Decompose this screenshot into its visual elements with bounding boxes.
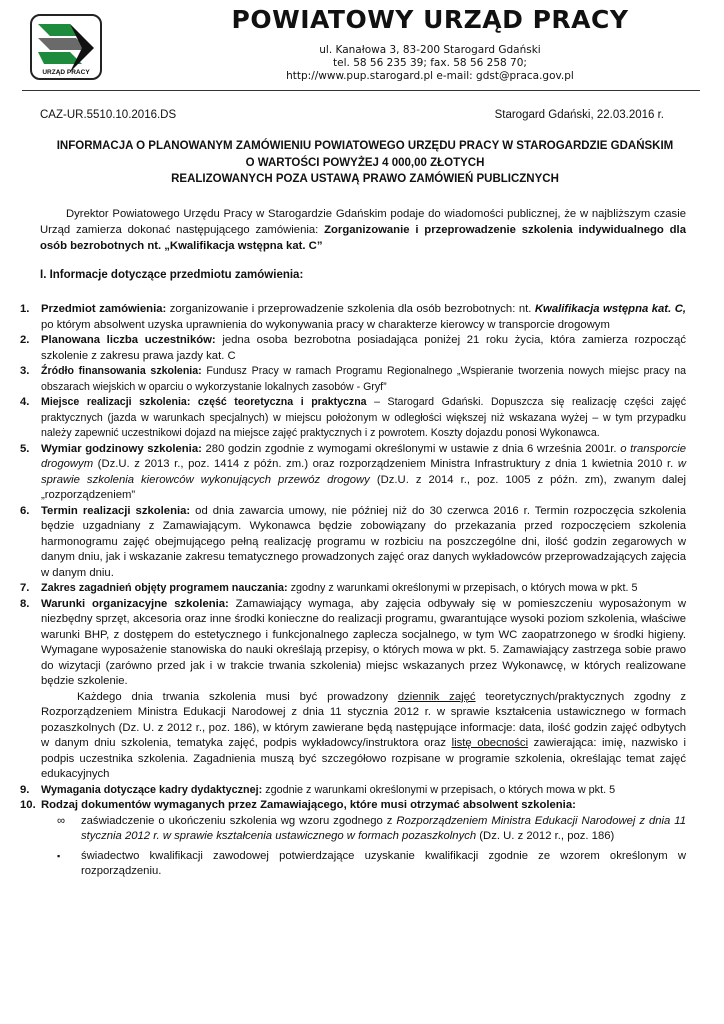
title-line-2: O WARTOŚCI POWYŻEJ 4 000,00 ZŁOTYCH <box>245 156 485 169</box>
document-title <box>40 138 690 188</box>
list-item: 3. Źródło finansowania szkolenia: Fundusz Pracy w ramach Programu Regionalnego „Wspieranie tworzenia nowych miejsc pracy na obszarach wiejskich w oparciu o wykorzystanie lokalnych zasobów - Gryf” <box>20 365 686 393</box>
list-item: 1. Przedmiot zamówienia: zorganizowanie i przeprowadzenie szkolenia dla osób bezrobotnych: nt. Kwalifikacja wstępna kat. C, po którym absolwent uzyska uprawnienia do wykonywania pracy w charakterze kierowcy w transporcie drogowym <box>20 303 686 331</box>
section-title: I. Informacje dotyczące przedmiotu zamówienia: <box>40 269 304 281</box>
list-item: 9. Wymagania dotyczące kadry dydaktycznej: zgodnie z warunkami określonymi w przepisach, o których mowa w pkt. 5 <box>20 783 616 796</box>
list-item: 10. Rodzaj dokumentów wymaganych przez Zamawiającego, które musi otrzymać absolwent szkolenia: ∞ zaświadczenie o ukończeniu szkolenia wg wzoru zgodnego z Rozporządzeniem Ministra Edukacji Narodowej z dnia 11 stycznia 2012 r. w sprawie kształcenia ustawicznego w formach pozaszkolnych (Dz. U. z 2012 r., poz. 186) ▪ świadectwo kwalifikacji zawodowej potwierdzające uzyskanie kwalifikacji zgodnie ze wzorem określonym w rozporządzeniu. <box>20 798 686 880</box>
document-item: ▪ świadectwo kwalifikacji zawodowej potwierdzające uzyskanie kwalifikacji zgodnie ze wzorem określonym w rozporządzeniu. <box>57 849 686 877</box>
place-and-date: Starogard Gdański, 22.03.2016 r. <box>494 109 664 121</box>
office-phones: tel. 58 56 235 39; fax. 58 56 258 70; <box>333 57 527 69</box>
pup-logo <box>30 14 102 80</box>
title-line-1: INFORMACJA O PLANOWANYM ZAMÓWIENIU POWIATOWEGO URZĘDU PRACY W STAROGARDZIE GDAŃSKIM <box>56 140 674 152</box>
list-item: 6. Termin realizacji szkolenia: od dnia zawarcia umowy, nie później niż do 30 czerwca 2016 r. Termin rozpoczęcia szkolenia będzie uzgadniany z Zamawiającym. Wykonawca będzie zobowiązany do przekazania przed rozpoczęciem szkolenia harmonogramu zajęć obejmującego pełną realizację programu w rozbiciu na poszczególne dni, ilość godzin zegarowych w danym dniu, jak i wskazanie zakresu tematycznego prowadzonych zajęć oraz danych wykładowców przeprowadzających zajęcia w danym dniu. <box>20 504 687 579</box>
office-address: ul. Kanałowa 3, 83-200 Starogard Gdański <box>319 44 541 56</box>
document-item: ∞ zaświadczenie o ukończeniu szkolenia wg wzoru zgodnego z Rozporządzeniem Ministra Edukacji Narodowej z dnia 11 stycznia 2012 r. w sprawie kształcenia ustawicznego w formach pozaszkolnych (Dz. U. z 2012 r., poz. 186) <box>57 814 686 842</box>
intro-bold: Zorganizowanie i przeprowadzenie szkolenia indywidualnego dla osób bezrobotnych nt. „Kwalifikacja wstępna kat. C” <box>40 224 686 252</box>
list-item: 4. Miejsce realizacji szkolenia: część teoretyczna i praktyczna – Starogard Gdański. Dopuszcza się realizację części zajęć praktycznych (jazda w warunkach specjalnych) w miejscu położonym w odległości większej niż wskazana wyżej – w tym przypadku należy zapewnić uczestnikowi dojazd na miejsce zajęć praktycznych i z powrotem. Koszty dojazdu ponosi Wykonawca. <box>20 396 686 439</box>
header-divider <box>22 90 700 91</box>
office-title: POWIATOWY URZĄD PRACY <box>231 5 629 34</box>
reference-number: CAZ-UR.5510.10.2016.DS <box>40 109 177 121</box>
requirements-list <box>20 302 686 880</box>
document-meta <box>40 108 664 124</box>
list-item: 5. Wymiar godzinowy szkolenia: 280 godzin zgodnie z wymogami określonymi w ustawie z dnia 6 września 2001r. o transporcie drogowym (Dz.U. z 2013 r., poz. 1414 z późn. zm.) oraz rozporządzeniem Ministra Infrastruktury z dnia 1 kwietnia 2010 r. w sprawie szkolenia kierowców wykonujących przewóz drogowy (Dz.U. z 2014 r., poz. 1005 z późn. zm), zwanym dalej „rozporządzeniem” <box>20 442 686 501</box>
office-web-email: http://www.pup.starogard.pl e-mail: gdst@praca.gov.pl <box>286 70 574 82</box>
intro-paragraph <box>40 206 686 254</box>
list-item: 7. Zakres zagadnień objęty programem nauczania: zgodny z warunkami określonymi w przepisach, o których mowa w pkt. 5 <box>20 582 638 594</box>
title-line-3: REALIZOWANYCH POZA USTAWĄ PRAWO ZAMÓWIEŃ PUBLICZNYCH <box>171 173 559 185</box>
intro-text: Dyrektor Powiatowego Urzędu Pracy w Starogardzie Gdańskim podaje do wiadomości publicznej, że w najbliższym czasie Urząd zamierza dokonać następującego zamówienia: <box>40 208 686 236</box>
list-item: 8. Warunki organizacyjne szkolenia: Zamawiający wymaga, aby zajęcia odbywały się w pomieszczeniu wyposażonym w niezbędny sprzęt, akcesoria oraz inne środki konieczne do realizacji programu, gwarantujące wysoki poziom szkolenia, właściwe warunki BHP, z dostępem do estetycznego i funkcjonalnego zaplecza socjalnego, w tym WC zaopatrzonego w środki higieny. Wymagane wyposażenie stanowiska do nauki określają przepisy, o których mowa w pkt. 5. Zamawiający zastrzega sobie prawo do wizytacji (zarówno przed jak i w trakcie trwania szkolenia) miejsc wskazanych przez Wykonawcę, w których realizowane będzie szkolenie. Każdego dnia trwania szkolenia musi być prowadzony dziennik zajęć teoretycznych/praktycznych zgodny z Rozporządzeniem Ministra Edukacji Narodowej z dnia 11 stycznia 2012 r. w sprawie kształcenia ustawicznego w formach pozaszkolnych (Dz. U. z 2012 r., poz. 186), w którym zawierane będą następujące informacje: data, ilość godzin zajęć odbytych w danym dniu szkolenia, tematyka zajęć, podpis wykładowcy/instruktora oraz listę obecności zawierająca: imię, nazwisko i podpis uczestnika szkolenia. Zagadnienia muszą być szczegółowo rozpisane w programie szkolenia, określając temat zajęć edukacyjnych <box>20 597 686 783</box>
logo-text: URZĄD PRACY <box>42 69 90 76</box>
item-8-paragraph-2: Każdego dnia trwania szkolenia musi być prowadzony dziennik zajęć teoretycznych/praktycznych zgodny z Rozporządzeniem Ministra Edukacji Narodowej z dnia 11 stycznia 2012 r. w sprawie kształcenia ustawicznego w formach pozaszkolnych (Dz. U. z 2012 r., poz. 186), w którym zawierane będą następujące informacje: data, ilość godzin zajęć odbytych w danym dniu szkolenia, tematyka zajęć, podpis wykładowcy/instruktora oraz listę obecności zawierająca: imię, nazwisko i podpis uczestnika szkolenia. Zagadnienia muszą być szczegółowo rozpisane w programie szkolenia, określając temat zajęć edukacyjnych <box>41 690 686 780</box>
documents-list <box>41 814 686 880</box>
list-item: 2. Planowana liczba uczestników: jedna osoba bezrobotna posiadająca poniżej 21 roku życia, która zamierza rozpocząć szkolenie z zakresu prawa jazdy kat. C <box>20 334 686 362</box>
